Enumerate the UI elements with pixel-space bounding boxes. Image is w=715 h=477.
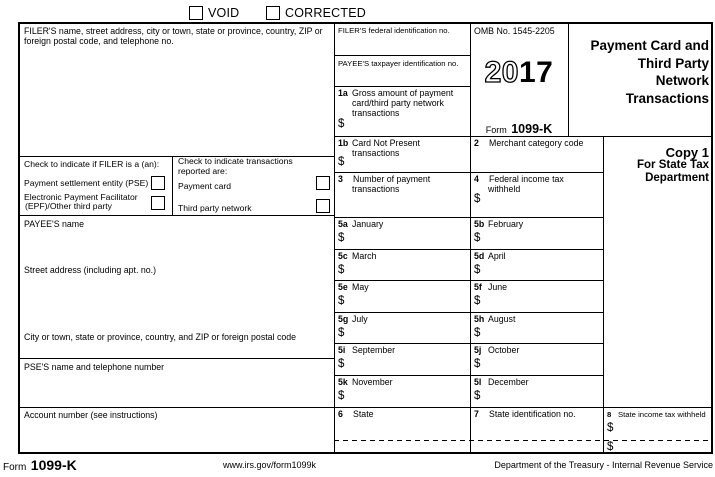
box-5e-dollar: $ [338,295,345,307]
divider-month-row3 [334,312,603,313]
box-1b-number: 1b [338,138,349,148]
divider-omb-right [568,22,569,136]
void-label: VOID [208,6,240,20]
pse-entity-label: Payment settlement entity (PSE) [24,178,149,188]
divider-tin-bottom [334,86,470,87]
box-1a-number: 1a [338,88,348,98]
divider-bottomrow-top [18,407,713,408]
form-title: Payment Card and Third Party Network Transactions [590,38,709,106]
epf-checkbox[interactable] [151,196,165,210]
payee-tin-label: PAYEE'S taxpayer identification no. [338,59,459,68]
box-5j-dollar: $ [474,358,481,370]
third-party-network-label: Third party network [178,203,252,213]
box-5i-dollar: $ [338,358,345,370]
city-label: City or town, state or province, country, and ZIP or foreign postal code [24,332,297,342]
footer-irs-url[interactable]: www.irs.gov/form1099k [223,460,317,470]
form-number-line: Form 1099-K [485,122,553,136]
third-party-network-checkbox[interactable] [316,199,330,213]
check-transactions-heading: Check to indicate transactions reported are: [178,156,293,176]
box-5f-dollar: $ [474,295,481,307]
box-5k-label: 5k November [338,377,393,387]
tax-year-bold: 17 [519,56,554,89]
filer-fed-id-label: FILER'S federal identification no. [338,26,450,35]
divider-checkboxes [172,156,173,215]
box-2-number: 2 [474,138,479,148]
box-4-label: 4 Federal income tax withheld [474,174,564,194]
divider-1b-bottom [334,172,603,173]
divider-month-row2 [334,280,603,281]
box-5k-dollar: $ [338,390,345,402]
divider-pse-top [18,358,334,359]
box-5d-label: 5d April [474,251,506,261]
box-5b-dollar: $ [474,232,481,244]
box-6-number: 6 [338,409,343,419]
divider-month-row4 [334,343,603,344]
box-8-number: 8 [607,410,612,419]
box-8-dollar-1: $ [607,422,614,434]
payment-card-label: Payment card [178,181,232,191]
divider-3-bottom [334,217,603,218]
box-7-number: 7 [474,409,479,419]
box-5l-dollar: $ [474,390,481,402]
box-6-label: 6 State [338,409,374,419]
payee-name-label: PAYEE'S name [24,219,85,229]
tax-year [472,58,566,88]
box-4-number: 4 [474,174,479,184]
box-5f-label: 5f June [474,282,508,292]
void-checkbox[interactable] [189,6,203,20]
divider-state-dashed [334,440,713,441]
divider-month-row1 [334,249,603,250]
tax-year-outline: 20 [484,56,519,89]
payment-card-checkbox[interactable] [316,176,330,190]
divider-month-row5 [334,375,603,376]
box-3-number: 3 [338,174,343,184]
box-2-label: 2 Merchant category code [474,138,584,148]
box-5g-dollar: $ [338,327,345,339]
box-8-dollar-2: $ [607,441,614,453]
footer-department: Department of the Treasury - Internal Revenue Service [494,460,713,470]
pse-name-label: PSE'S name and telephone number [24,362,165,372]
divider-fedid-bottom [334,55,470,56]
box-5a-label: 5a January [338,219,384,229]
box-5e-label: 5e May [338,282,369,292]
footer-form-number: Form 1099-K [3,457,77,473]
box-5d-dollar: $ [474,264,481,276]
box-5h-label: 5h August [474,314,516,324]
corrected-checkbox[interactable] [266,6,280,20]
box-5c-label: 5c March [338,251,377,261]
box-1b-label: 1b Card Not Present transactions [338,138,420,158]
box-5i-label: 5i September [338,345,396,355]
pse-entity-checkbox[interactable] [151,176,165,190]
check-filer-heading: Check to indicate if FILER is a (an): [24,159,160,169]
epf-label-line1: Electronic Payment Facilitator [24,192,138,202]
box-5j-label: 5j October [474,345,520,355]
filer-name-label: FILER'S name, street address, city or town, state or province, country, ZIP or foreign postal code, and telephone no. [24,26,323,46]
corrected-label: CORRECTED [285,6,366,20]
copy-recipient: For State Tax Department [637,159,709,184]
epf-label-line2: (EPF)/Other third party [25,201,112,211]
account-number-label: Account number (see instructions) [24,410,158,420]
box-1a-label: 1a Gross amount of payment card/third party network transactions [338,88,454,118]
box-5g-label: 5g July [338,314,368,324]
box-8-label: 8 State income tax withheld [607,410,706,419]
divider-mid [470,22,471,454]
box-5h-dollar: $ [474,327,481,339]
box-5a-dollar: $ [338,232,345,244]
street-address-label: Street address (including apt. no.) [24,265,157,275]
omb-number: OMB No. 1545-2205 [474,26,555,36]
divider-payee-top [18,215,334,216]
box-1b-dollar: $ [338,156,345,168]
box-4-dollar: $ [474,193,481,205]
box-5l-label: 5l December [474,377,529,387]
box-5b-label: 5b February [474,219,524,229]
box-5c-dollar: $ [338,264,345,276]
box-3-label: 3 Number of payment transactions [338,174,431,194]
box-7-label: 7 State identification no. [474,409,576,419]
copy-number: Copy 1 [665,145,709,160]
box-1a-dollar: $ [338,118,345,130]
